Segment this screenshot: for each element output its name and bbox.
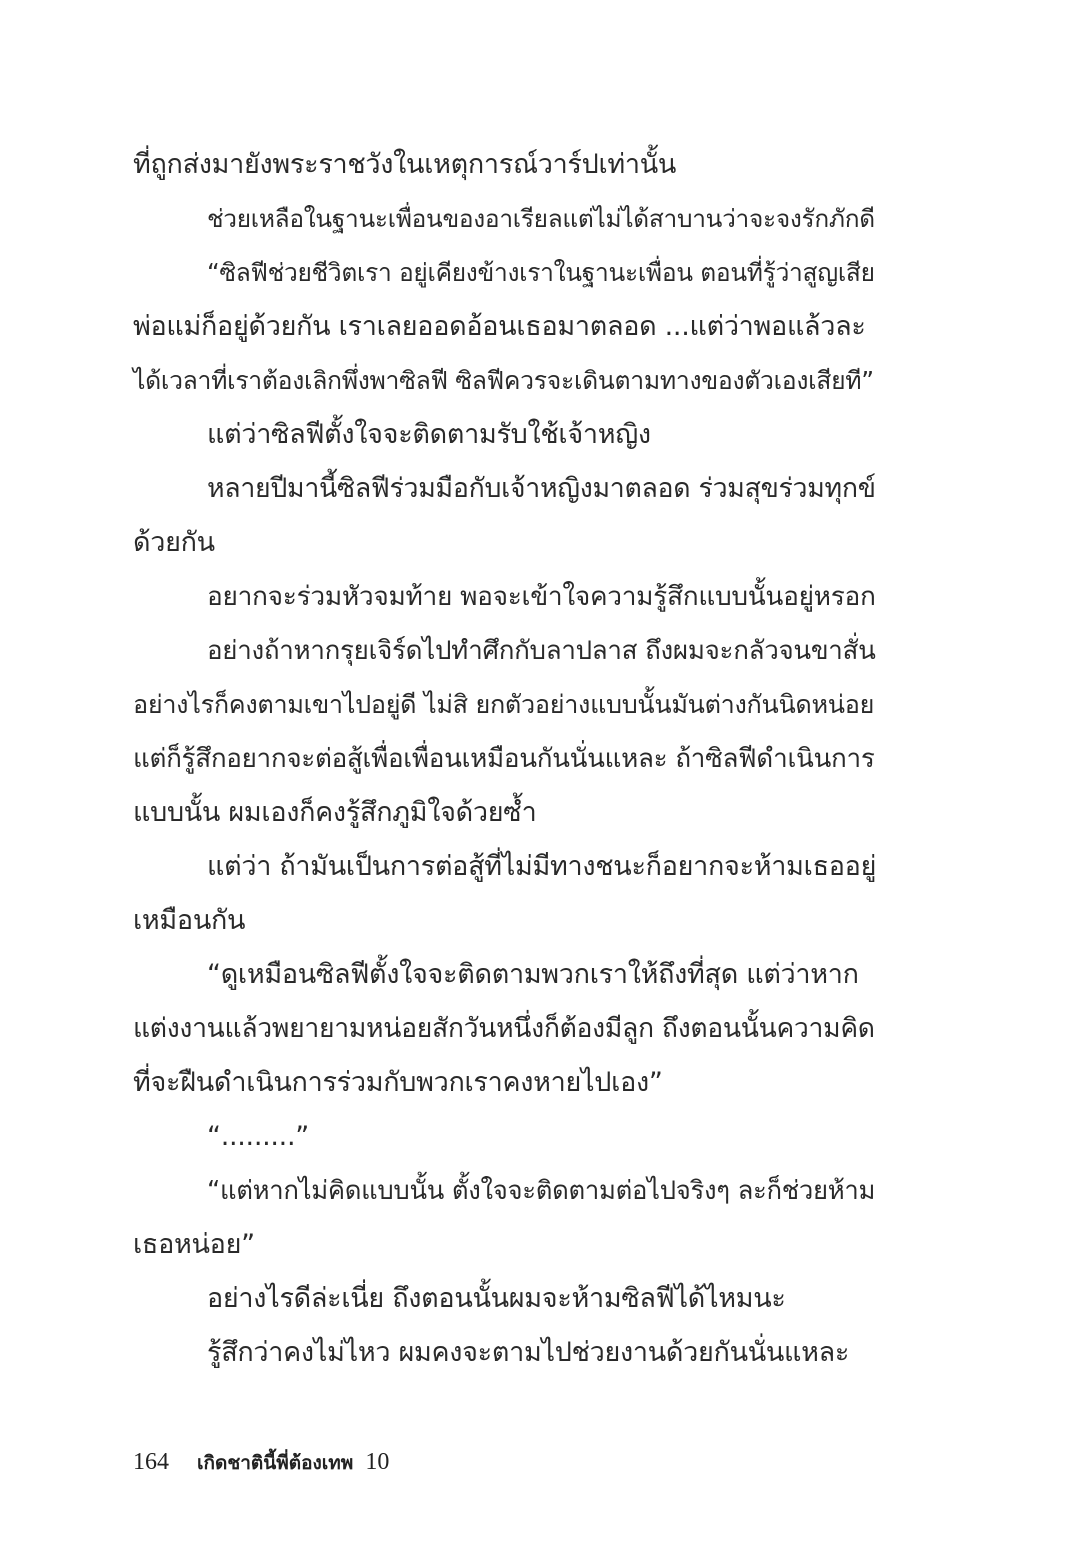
text-line: อยากจะร่วมหัวจมท้าย พอจะเข้าใจความรู้สึกแบบนั้นอยู่หรอก (207, 582, 876, 612)
volume-number: 10 (365, 1449, 390, 1475)
text-line: แต่ว่า ถ้ามันเป็นการต่อสู้ที่ไม่มีทางชนะก็อยากจะห้ามเธออยู่ (207, 851, 877, 882)
text-line: แต่ว่าซิลฟีตั้งใจจะติดตามรับใช้เจ้าหญิง (207, 419, 651, 450)
book-title: เกิดชาตินี้พี่ต้องเทพ (197, 1452, 354, 1474)
body-text (133, 138, 883, 1380)
text-line: อย่างไรดีล่ะเนี่ย ถึงตอนนั้นผมจะห้ามซิลฟีได้ไหมนะ (207, 1283, 786, 1314)
text-line: ที่จะฝืนดำเนินการร่วมกับพวกเราคงหายไปเอง” (133, 1067, 663, 1098)
text-line: ได้เวลาที่เราต้องเลิกพึ่งพาซิลฟี ซิลฟีควรจะเดินตามทางของตัวเองเสียที” (133, 366, 874, 395)
text-line: “ซิลฟีช่วยชีวิตเรา อยู่เคียงข้างเราในฐานะเพื่อน ตอนที่รู้ว่าสูญเสีย (207, 258, 875, 287)
page-number: 164 (133, 1449, 169, 1475)
text-line: พ่อแม่ก็อยู่ด้วยกัน เราเลยออดอ้อนเธอมาตลอด ...แต่ว่าพอแล้วละ (133, 311, 866, 342)
text-line: แต่ก็รู้สึกอยากจะต่อสู้เพื่อเพื่อนเหมือนกันนั่นแหละ ถ้าซิลฟีดำเนินการ (133, 744, 875, 774)
text-line: ด้วยกัน (133, 527, 215, 558)
text-line: “แต่หากไม่คิดแบบนั้น ตั้งใจจะติดตามต่อไปจริงๆ ละก็ช่วยห้าม (207, 1176, 876, 1206)
text-line: แบบนั้น ผมเองก็คงรู้สึกภูมิใจด้วยซ้ำ (133, 797, 537, 828)
text-line: ที่ถูกส่งมายังพระราชวังในเหตุการณ์วาร์ปเท่านั้น (133, 149, 677, 180)
text-line: “ดูเหมือนซิลฟีตั้งใจจะติดตามพวกเราให้ถึงที่สุด แต่ว่าหาก (207, 959, 859, 990)
page-footer (133, 1444, 389, 1480)
text-line: เหมือนกัน (133, 905, 246, 936)
text-line: อย่างไรก็คงตามเขาไปอยู่ดี ไม่สิ ยกตัวอย่างแบบนั้นมันต่างกันนิดหน่อย (133, 690, 875, 719)
text-line: หลายปีมานี้ซิลฟีร่วมมือกับเจ้าหญิงมาตลอด ร่วมสุขร่วมทุกข์ (207, 473, 876, 504)
text-line: เธอหน่อย” (133, 1229, 255, 1260)
text-line: ช่วยเหลือในฐานะเพื่อนของอาเรียลแต่ไม่ได้สาบานว่าจะจงรักภักดี (207, 204, 875, 233)
text-line: รู้สึกว่าคงไม่ไหว ผมคงจะตามไปช่วยงานด้วยกันนั่นแหละ (207, 1337, 850, 1368)
text-line: แต่งงานแล้วพยายามหน่อยสักวันหนึ่งก็ต้องมีลูก ถึงตอนนั้นความคิด (133, 1013, 875, 1044)
text-line: “.........” (207, 1121, 309, 1152)
text-line: อย่างถ้าหากรุยเจิร์ดไปทำศึกกับลาปลาส ถึงผมจะกลัวจนขาสั่น (207, 636, 876, 666)
